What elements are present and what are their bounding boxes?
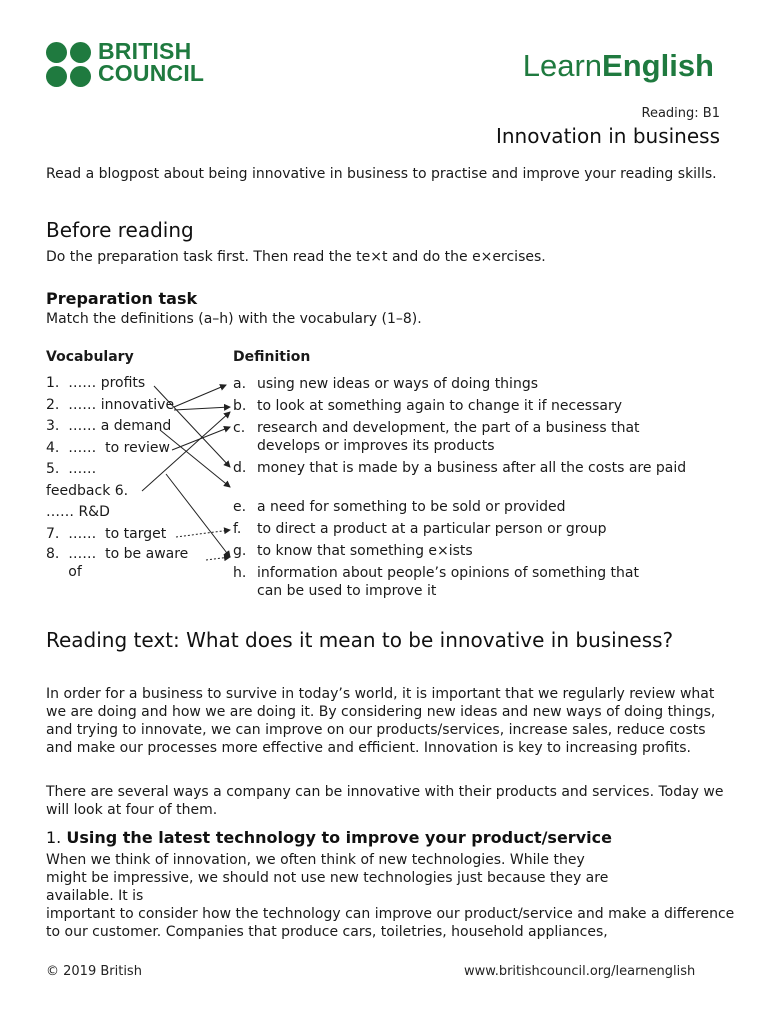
definition-text: money that is made by a business after all the costs are paid [257, 460, 687, 476]
text-line: important to consider how the technology can improve our product/service and make a difference to our customer. Companies that produce cars, toiletries, household appliances, [46, 906, 735, 940]
arrow-line [174, 385, 226, 407]
definition-letter: f. [233, 521, 242, 537]
british-council-logo [46, 38, 216, 90]
definition-text: to direct a product at a particular person or group [257, 521, 607, 537]
vocab-item: feedback 6. [46, 482, 129, 499]
intro-text: Read a blogpost about being innovative in business to practise and improve your reading skills. [46, 166, 717, 182]
section-1-heading [46, 828, 612, 847]
definition-list [233, 375, 693, 605]
definition-text: to know that something e×ists [257, 543, 473, 559]
arrow-line [142, 412, 230, 491]
vocabulary-header: Vocabulary [46, 349, 134, 365]
vocab-item: 7. …… to target [46, 525, 167, 542]
before-reading-text: Do the preparation task first. Then read the te×t and do the e×ercises. [46, 249, 546, 265]
section-title: Using the latest technology to improve your product/service [66, 828, 612, 847]
before-reading-heading: Before reading [46, 218, 194, 242]
reading-level: Reading: B1 [641, 106, 720, 121]
arrow-line [206, 557, 230, 560]
definition-header: Definition [233, 349, 311, 365]
reading-paragraph-2: There are several ways a company can be innovative with their products and services. Today we will look at four of them. [46, 784, 724, 818]
definition-letter: g. [233, 543, 247, 559]
definition-letter: c. [233, 420, 246, 436]
logo-learn: Learn [522, 48, 603, 83]
definition-text: using new ideas or ways of doing things [257, 376, 538, 392]
logo-line-1: BRITISH [98, 38, 192, 64]
vocab-item: 8. …… to be aware [46, 546, 189, 562]
vocab-item: 3. …… a demand [46, 418, 172, 434]
preparation-instruction: Match the definitions (a–h) with the vocabulary (1–8). [46, 311, 422, 327]
section-1-text [46, 851, 736, 941]
text-line: might be impressive, we should not use new technologies just because they are [46, 870, 609, 886]
vocab-item: 5. …… [46, 461, 97, 477]
arrow-line [160, 430, 230, 487]
definition-letter: e. [233, 499, 247, 515]
learnenglish-logo [523, 48, 714, 84]
definition-text: to look at something again to change it if necessary [257, 398, 623, 414]
logo-line-2: COUNCIL [98, 60, 205, 86]
reading-heading: Reading text: What does it mean to be innovative in business? [46, 628, 674, 652]
matching-arrows [140, 370, 240, 580]
logo-english: English [602, 48, 714, 83]
section-number: 1. [46, 828, 62, 847]
arrow-line [174, 407, 230, 410]
vocab-item: 1. …… profits [46, 375, 146, 391]
definition-letter: h. [233, 565, 247, 581]
definition-text: research and development, the part of a business that develops or improves its products [257, 420, 640, 454]
logo-wordmark [98, 40, 204, 84]
definition-text: a need for something to be sold or provided [257, 499, 566, 515]
footer-copyright: © 2019 British [46, 964, 142, 979]
preparation-heading: Preparation task [46, 289, 198, 308]
arrow-line [176, 530, 230, 537]
arrow-line [166, 474, 230, 557]
vocab-item: …… R&D [46, 504, 110, 520]
definition-letter: b. [233, 398, 247, 414]
vocab-item: of [46, 564, 82, 580]
reading-paragraph-1: In order for a business to survive in today’s world, it is important that we regularly review what we are doing and how we are doing it. By considering new ideas and new ways of doing things, and trying to innovate, we can improve on our products/services, increase sales, reduce costs and make our processes more effective and efficient. Innovation is key to increasing profits. [46, 686, 716, 756]
logo-dots-icon [46, 42, 92, 88]
footer-url[interactable]: www.britishcouncil.org/learnenglish [464, 964, 696, 979]
document-title: Innovation in business [495, 124, 720, 148]
definition-letter: d. [233, 460, 247, 476]
arrow-line [154, 386, 230, 467]
definition-text: information about people’s opinions of something that can be used to improve it [257, 565, 639, 599]
vocab-item: 2. …… innovative [46, 396, 175, 413]
vocab-item: 4. …… to review [46, 439, 170, 456]
text-line: When we think of innovation, we often think of new technologies. While they [46, 852, 585, 868]
definition-letter: a. [233, 376, 247, 392]
text-line: available. It is [46, 888, 144, 904]
